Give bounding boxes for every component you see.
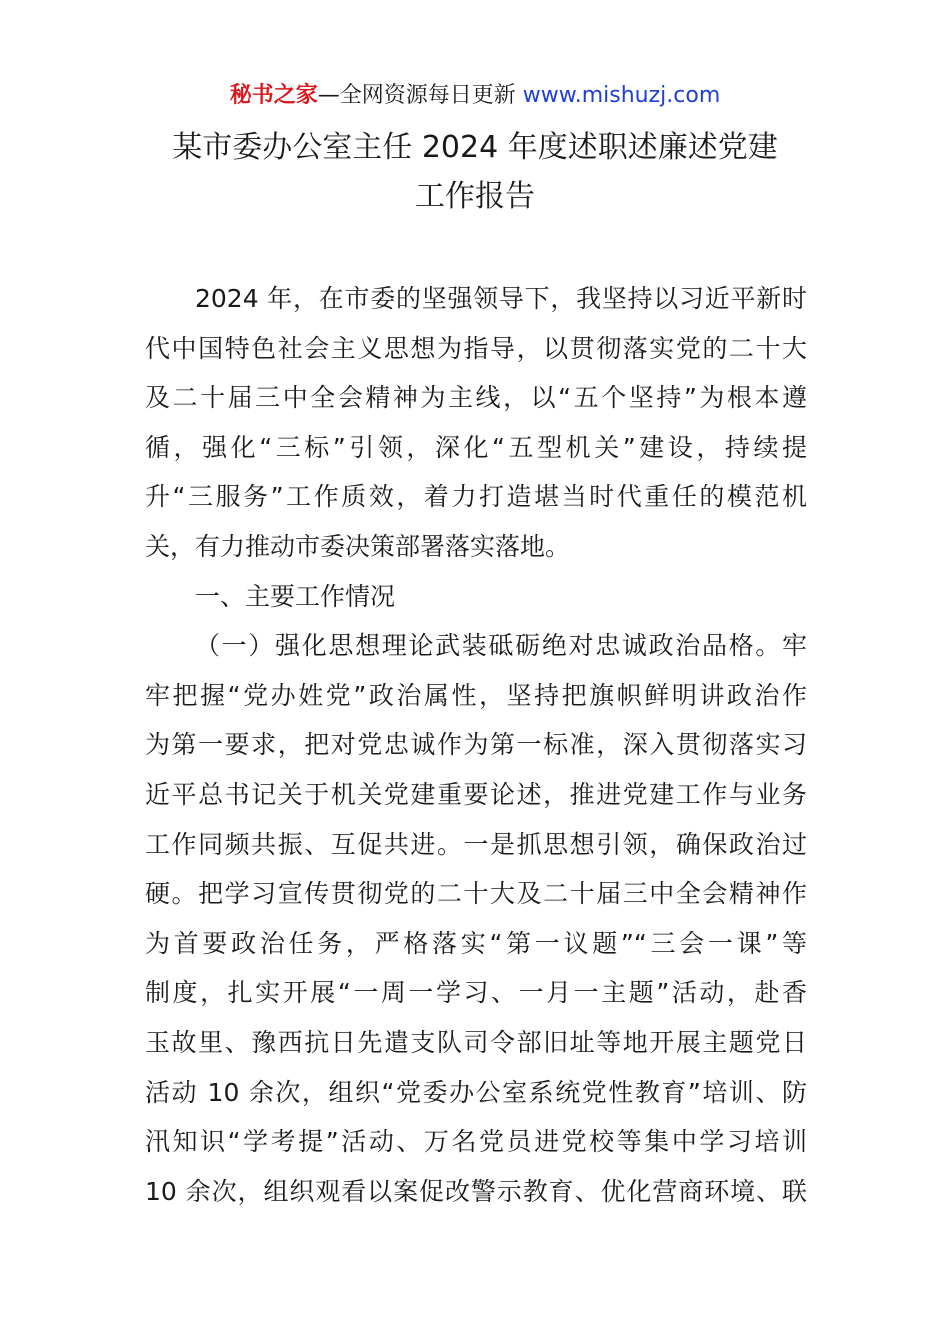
banner-brand: 秘书之家 <box>229 83 318 108</box>
body-line: （一）强化思想理论武装砥砺绝对忠诚政治品格。牢 <box>195 631 807 661</box>
body-line: 升“三服务”工作质效，着力打造堪当时代重任的模范机 <box>145 482 807 512</box>
banner-url-link[interactable]: www.mishuzj.com <box>522 83 721 108</box>
body-line: 汛知识“学考提”活动、万名党员进党校等集中学习培训 <box>145 1127 807 1157</box>
section-heading: 一、主要工作情况 <box>195 581 396 611</box>
body-line: 2024 年，在市委的坚强领导下，我坚持以习近平新时 <box>195 284 807 313</box>
banner-tagline: —全网资源每日更新 <box>317 83 523 108</box>
body-line: 及二十届三中全会精神为主线，以“五个坚持”为根本遵 <box>145 383 807 413</box>
document-title-line-1: 某市委办公室主任 2024 年度述职述廉述党建 <box>172 130 778 165</box>
body-line: 玉故里、豫西抗日先遣支队司令部旧址等地开展主题党日 <box>145 1027 807 1057</box>
body-line: 为第一要求，把对党忠诚作为第一标准，深入贯彻落实习 <box>145 730 807 760</box>
body-line: 代中国特色社会主义思想为指导，以贯彻落实党的二十大 <box>145 333 807 363</box>
body-line: 10 余次，组织观看以案促改警示教育、优化营商环境、联 <box>145 1176 807 1206</box>
body-line: 工作同频共振、互促共进。一是抓思想引领，确保政治过 <box>145 829 807 859</box>
body-line: 关，有力推动市委决策部署落实落地。 <box>145 531 571 561</box>
body-line: 活动 10 余次，组织“党委办公室系统党性教育”培训、防 <box>145 1077 807 1107</box>
body-line: 循，强化“三标”引领，深化“五型机关”建设，持续提 <box>145 432 807 462</box>
body-line: 牢把握“党办姓党”政治属性，坚持把旗帜鲜明讲政治作 <box>145 680 807 710</box>
body-line: 制度，扎实开展“一周一学习、一月一主题”活动，赴香 <box>145 978 807 1008</box>
site-banner <box>0 80 950 112</box>
document-title-line-2: 工作报告 <box>415 179 535 214</box>
body-line: 硬。把学习宣传贯彻党的二十大及二十届三中全会精神作 <box>145 879 807 909</box>
body-line: 近平总书记关于机关党建重要论述，推进党建工作与业务 <box>145 779 807 809</box>
body-line: 为首要政治任务，严格落实“第一议题”“三会一课”等 <box>145 928 807 958</box>
document-body <box>145 279 807 1221</box>
